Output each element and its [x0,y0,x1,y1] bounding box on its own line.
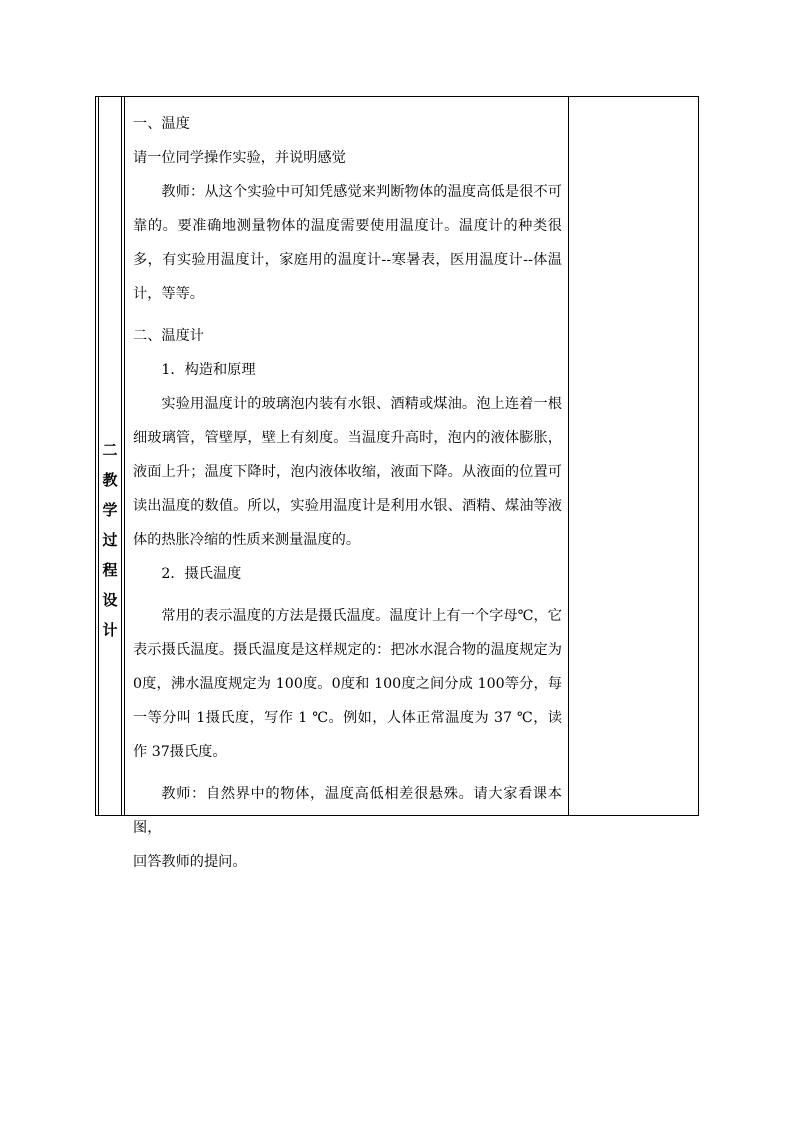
content-column [125,97,569,870]
content-paragraph: 实验用温度计的玻璃泡内装有水银、酒精或煤油。泡上连着一根细玻璃管，管壁厚，壁上有刻度。当温度升高时，泡内的液体膨胀，液面上升；温度下降时，泡内液体收缩，液面下降。从液面的位置可读出温度的数值。所以，实验用温度计是利用水银、酒精、煤油等液体的热胀冷缩的性质来测量温度的。 [133,396,562,548]
content-paragraph: 教师：自然界中的物体，温度高低相差很悬殊。请大家看课本图， [133,786,562,836]
content-paragraph: 回答教师的提问。 [133,854,247,870]
section-label: 二 教 学 过 程 设 计 [102,441,118,639]
content-paragraph: 教师：从这个实验中可知凭感觉来判断物体的温度高低是很不可靠的。要准确地测量物体的温度需要使用温度计。温度计的种类很多，有实验用温度计，家庭用的温度计--寒暑表，医用温度计--体温计，等等。 [133,184,562,302]
section-label-cell [98,97,122,815]
content-paragraph: 请一位同学操作实验，并说明感觉 [133,150,346,166]
content-paragraph: 常用的表示温度的方法是摄氏温度。温度计上有一个字母℃，它表示摄氏温度。摄氏温度是这样规定的：把冰水混合物的温度规定为 0度，沸水温度规定为 100度。0度和 100度之间分成 100等分，每一等分叫 1摄氏度，写作 1 ℃。例如，人体正常温度为 37 ℃，读作 37摄氏度。 [133,608,562,760]
content-paragraph: 2．摄氏温度 [161,566,242,582]
section-column [96,97,125,815]
content-paragraph: 二、温度计 [133,328,204,344]
notes-column [569,97,698,815]
lesson-plan-table [95,96,699,870]
content-paragraph: 1．构造和原理 [161,362,256,378]
content-paragraph: 一、温度 [133,116,190,132]
